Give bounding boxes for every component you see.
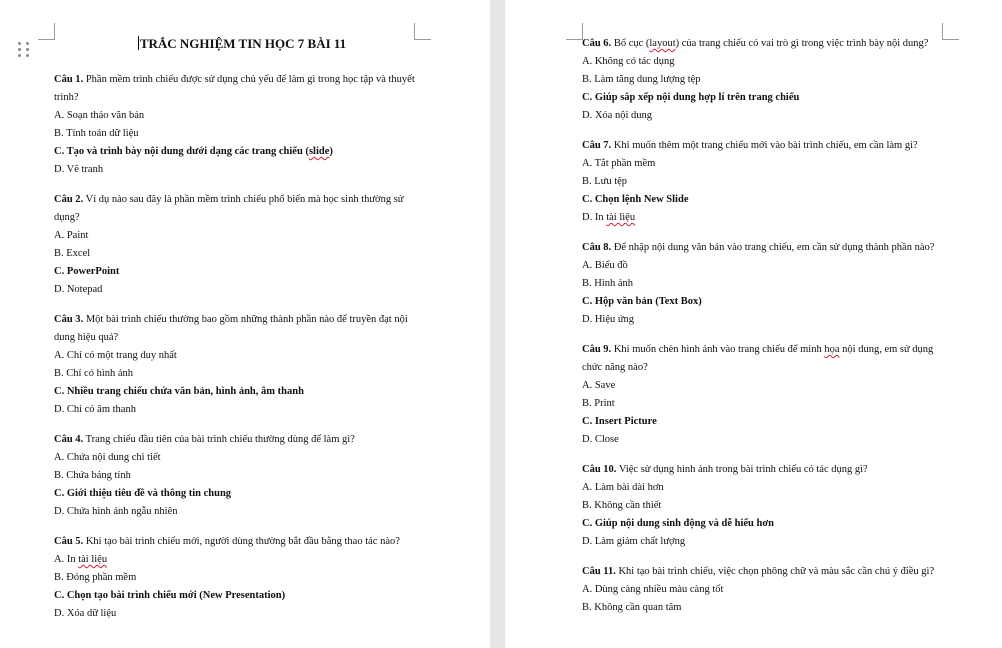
question-block	[582, 461, 952, 551]
question-number: Câu 3.	[54, 314, 84, 325]
question-text	[582, 239, 952, 257]
question-prompt: Để nhập nội dung văn bản vào trang chiếu, em cần sử dụng thành phần nào?	[613, 242, 935, 253]
answer-option: D. Vẽ tranh	[54, 164, 104, 175]
answer-option: A. Làm bài dài hơn	[582, 482, 664, 493]
question-prompt: Phần mềm trình chiếu được sử dụng chủ yếu để làm gì trong học tập và thuyết trình?	[54, 74, 415, 103]
question-prompt: Ví dụ nào sau đây là phần mềm trình chiếu phổ biến mà học sinh thường sử dụng?	[54, 194, 404, 223]
spellcheck-underline[interactable]: slide	[308, 146, 330, 157]
document-page-right[interactable]	[505, 0, 1002, 648]
answer-option: B. Excel	[54, 248, 91, 259]
question-text	[582, 563, 952, 581]
question-prompt: Khi tạo bài trình chiếu mới, người dùng thường bắt đầu bằng thao tác nào?	[85, 536, 400, 547]
page-body-right[interactable]	[582, 35, 952, 629]
answer-option: A. Soạn thảo văn bản	[54, 110, 145, 121]
text-cursor	[138, 36, 139, 50]
question-text	[582, 341, 952, 377]
answer-option: B. Không cần thiết	[582, 500, 662, 511]
question-number: Câu 6.	[582, 38, 612, 49]
answer-option: D. Notepad	[54, 284, 103, 295]
answer-option: B. Lưu tệp	[582, 176, 628, 187]
question-prompt: Khi muốn thêm một trang chiếu mới vào bài trình chiếu, em cần làm gì?	[613, 140, 918, 151]
question-text	[54, 311, 424, 347]
answer-option-correct: C. Giới thiệu tiêu đề và thông tin chung	[54, 488, 232, 499]
answer-option-correct: C. Insert Picture	[582, 416, 657, 427]
answer-option-correct: C. Giúp sắp xếp nội dung hợp lí trên trang chiếu	[582, 92, 800, 103]
answer-option-correct: C. Tạo và trình bày nội dung dưới dạng các trang chiếu (slide)	[54, 146, 333, 157]
answer-option: A. Paint	[54, 230, 89, 241]
answer-option: D. Xóa nội dung	[582, 110, 652, 121]
answer-option: D. Chứa hình ảnh ngẫu nhiên	[54, 506, 178, 517]
answer-option-correct: C. Hộp văn bản (Text Box)	[582, 296, 702, 307]
question-number: Câu 8.	[582, 242, 612, 253]
answer-option: A. Biểu đồ	[582, 260, 628, 271]
answer-option: A. Dùng càng nhiều màu càng tốt	[582, 584, 724, 595]
question-text	[54, 71, 424, 107]
answer-option-correct: C. Giúp nội dung sinh động và dễ hiểu hơn	[582, 518, 774, 529]
question-number: Câu 9.	[582, 344, 612, 355]
margin-corner-mark	[38, 23, 55, 40]
answer-option: B. Đóng phần mềm	[54, 572, 137, 583]
answer-option-correct: C. Chọn tạo bài trình chiếu mới (New Presentation)	[54, 590, 286, 601]
question-block	[582, 563, 952, 617]
question-block	[582, 137, 952, 227]
answer-option: B. Không cần quan tâm	[582, 602, 682, 613]
question-block	[582, 341, 952, 449]
answer-option: B. Hình ảnh	[582, 278, 634, 289]
question-prompt: Trang chiếu đầu tiên của bài trình chiếu thường dùng để làm gì?	[85, 434, 355, 445]
answer-option: B. Làm tăng dung lượng tệp	[582, 74, 701, 85]
question-text	[582, 35, 952, 53]
answer-option: B. Chỉ có hình ảnh	[54, 368, 134, 379]
answer-option-correct: C. Nhiều trang chiếu chứa văn bản, hình ảnh, âm thanh	[54, 386, 304, 397]
answer-option: B. Tính toán dữ liệu	[54, 128, 139, 139]
answer-option: D. Close	[582, 434, 619, 445]
answer-option-correct: C. Chọn lệnh New Slide	[582, 194, 689, 205]
question-block	[54, 71, 424, 179]
question-text	[582, 461, 952, 479]
question-prompt: Việc sử dụng hình ảnh trong bài trình chiếu có tác dụng gì?	[618, 464, 868, 475]
question-number: Câu 1.	[54, 74, 84, 85]
margin-corner-mark	[566, 23, 583, 40]
answer-option-correct: C. PowerPoint	[54, 266, 120, 277]
answer-option: A. Tắt phần mềm	[582, 158, 656, 169]
answer-option: B. Print	[582, 398, 615, 409]
question-text	[54, 191, 424, 227]
answer-option: D. Làm giảm chất lượng	[582, 536, 686, 547]
answer-option: D. Chỉ có âm thanh	[54, 404, 136, 415]
question-block	[54, 533, 424, 623]
answer-option: B. Chứa bảng tính	[54, 470, 131, 481]
question-block	[54, 311, 424, 419]
question-number: Câu 4.	[54, 434, 84, 445]
spellcheck-underline[interactable]: tài liệu	[78, 554, 108, 565]
question-text	[54, 431, 424, 449]
answer-option: D. Hiệu ứng	[582, 314, 635, 325]
question-block	[54, 431, 424, 521]
spellcheck-underline[interactable]: họa	[824, 344, 840, 355]
answer-option: A. Chứa nội dung chi tiết	[54, 452, 161, 463]
question-block	[54, 191, 424, 299]
document-page-left[interactable]	[0, 0, 490, 648]
question-prompt: Một bài trình chiếu thường bao gồm những thành phần nào để truyền đạt nội dung hiệu quả?	[54, 314, 408, 343]
answer-option: A. Không có tác dụng	[582, 56, 675, 67]
question-prompt: Bố cục (layout) của trang chiếu có vai trò gì trong việc trình bày nội dung?	[613, 38, 929, 49]
question-block	[582, 35, 952, 125]
question-number: Câu 7.	[582, 140, 612, 151]
answer-option: A. In tài liệu	[54, 554, 108, 565]
question-block	[582, 239, 952, 329]
question-prompt: Khi tạo bài trình chiếu, việc chọn phông chữ và màu sắc cần chú ý điều gì?	[618, 566, 935, 577]
question-number: Câu 2.	[54, 194, 84, 205]
question-text	[582, 137, 952, 155]
page-body-left[interactable]	[54, 35, 424, 635]
answer-option: D. Xóa dữ liệu	[54, 608, 117, 619]
question-number: Câu 10.	[582, 464, 617, 475]
answer-option: A. Chỉ có một trang duy nhất	[54, 350, 177, 361]
spellcheck-underline[interactable]: tài liệu	[606, 212, 636, 223]
drag-handle-icon[interactable]	[18, 42, 30, 58]
answer-option: D. In tài liệu	[582, 212, 636, 223]
document-title: TRẮC NGHIỆM TIN HỌC 7 BÀI 11	[139, 36, 347, 51]
question-number: Câu 11.	[582, 566, 616, 577]
answer-option: A. Save	[582, 380, 616, 391]
spellcheck-underline[interactable]: layout	[649, 38, 676, 49]
question-text	[54, 533, 424, 551]
question-prompt: Khi muốn chèn hình ảnh vào trang chiếu để minh họa nội dung, em sử dụng chức năng nào?	[582, 344, 934, 373]
question-number: Câu 5.	[54, 536, 84, 547]
